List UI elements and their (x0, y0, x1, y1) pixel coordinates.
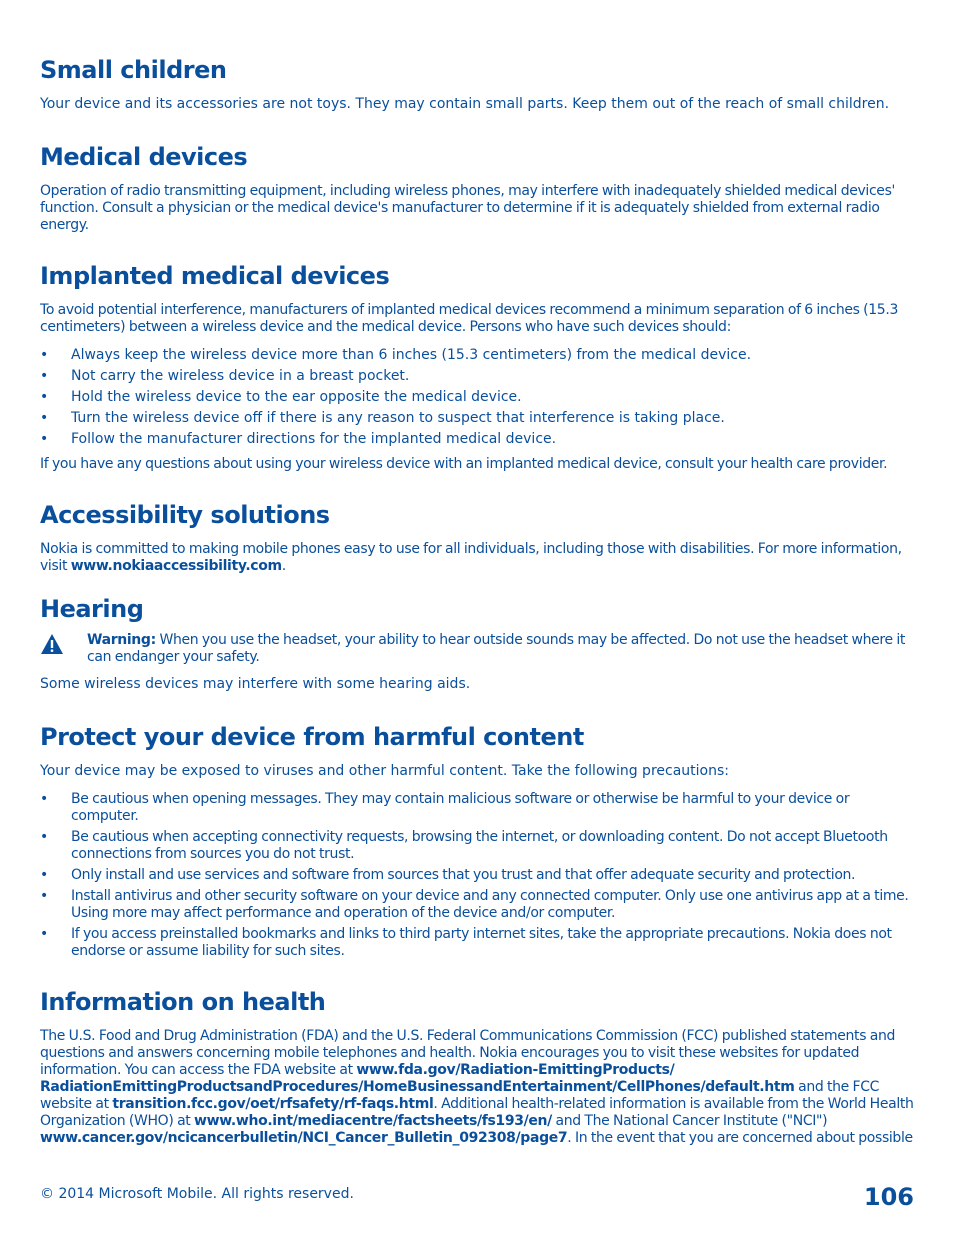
medical-devices-text: Operation of radio transmitting equipment, including wireless phones, may interfere with inadequately shielded medical devices' function. Consult a physician or the medical device's manufacturer to determine if it is adequately shielded from external radio energy. (40, 183, 896, 233)
nokia-accessibility-link[interactable]: www.nokiaaccessibility.com (70, 558, 282, 574)
list-item: • Install antivirus and other security software on your device and any connected computer. Only use one antivirus app at a time. Using more may affect performance and operation of the device and/or computer. (40, 888, 914, 922)
health-text-1: The U.S. Food and Drug Administration (FDA) and the U.S. Federal Communications Commission (FCC) published statements and questions and answers concerning mobile telephones and health. Nokia encourages you to visit these websites for updated information. You can access the FDA website at (40, 1028, 896, 1078)
footer-copyright: © 2014 Microsoft Mobile. All rights reserved. (40, 1186, 354, 1202)
list-item: • Only install and use services and software from sources that you trust and that offer adequate security and protection. (40, 867, 914, 884)
nci-link[interactable]: www.cancer.gov/ncicancerbulletin/NCI_Cancer_Bulletin_092308/page7 (40, 1130, 568, 1146)
implanted-intro: To avoid potential interference, manufacturers of implanted medical devices recommend a minimum separation of 6 inches (15.3 centimeters) between a wireless device and the medical device. Persons who have such devices should: (40, 302, 899, 335)
small-children-text: Your device and its accessories are not toys. They may contain small parts. Keep them out of the reach of small children. (40, 96, 890, 112)
accessibility-text (40, 541, 914, 575)
list-item: • Turn the wireless device off if there is any reason to suspect that interference is taking place. (40, 410, 914, 427)
protect-list (40, 791, 914, 960)
accessibility-text-before: Nokia is committed to making mobile phones easy to use for all individuals, including those with disabilities. For more information, visit (40, 541, 902, 574)
heading-information-on-health: Information on health (40, 988, 326, 1016)
warning-body: When you use the headset, your ability to hear outside sounds may be affected. Do not use the headset where it can endanger your safety. (87, 632, 906, 665)
health-text-3: . Additional health-related information is available from the World Health Organization (WHO) at (40, 1096, 914, 1129)
implanted-list (40, 347, 914, 448)
warning-triangle-icon (40, 632, 64, 656)
heading-implanted-medical-devices: Implanted medical devices (40, 262, 390, 290)
hearing-warning (40, 632, 914, 666)
list-item: • Not carry the wireless device in a breast pocket. (40, 368, 914, 385)
health-text-5: . In the event that you are concerned about possible (567, 1130, 913, 1146)
list-item: • Be cautious when accepting connectivity requests, browsing the internet, or downloading content. Do not accept Bluetooth connections from sources you do not trust. (40, 829, 914, 863)
document-page (40, 55, 914, 1147)
list-item: • Be cautious when opening messages. They may contain malicious software or otherwise be harmful to your device or computer. (40, 791, 914, 825)
heading-accessibility-solutions: Accessibility solutions (40, 501, 330, 529)
page-number: 106 (863, 1183, 914, 1211)
list-item: • Hold the wireless device to the ear opposite the medical device. (40, 389, 914, 406)
health-text-4: and The National Cancer Institute ("NCI") (551, 1113, 828, 1129)
health-text (40, 1028, 914, 1147)
protect-intro: Your device may be exposed to viruses and other harmful content. Take the following precautions: (40, 763, 729, 779)
heading-hearing: Hearing (40, 595, 144, 623)
fda-link[interactable]: www.fda.gov/Radiation-EmittingProducts/ RadiationEmittingProductsandProcedures/HomeBusinessandEntertainment/CellPhones/default.htm (40, 1062, 795, 1095)
warning-text (87, 632, 914, 666)
hearing-note: Some wireless devices may interfere with some hearing aids. (40, 676, 471, 692)
fcc-link[interactable]: transition.fcc.gov/oet/rfsafety/rf-faqs.html (112, 1096, 434, 1112)
heading-protect-device: Protect your device from harmful content (40, 723, 584, 751)
list-item: • If you access preinstalled bookmarks and links to third party internet sites, take the appropriate precautions. Nokia does not endorse or assume liability for such sites. (40, 926, 914, 960)
heading-small-children: Small children (40, 56, 227, 84)
implanted-outro: If you have any questions about using your wireless device with an implanted medical device, consult your health care provider. (40, 456, 888, 472)
who-link[interactable]: www.who.int/mediacentre/factsheets/fs193/en/ (194, 1113, 552, 1129)
list-item: • Follow the manufacturer directions for the implanted medical device. (40, 431, 914, 448)
accessibility-text-after: . (281, 558, 286, 574)
warning-label: Warning: (87, 632, 156, 648)
list-item: • Always keep the wireless device more than 6 inches (15.3 centimeters) from the medical device. (40, 347, 914, 364)
heading-medical-devices: Medical devices (40, 143, 248, 171)
health-text-2: and the FCC website at (40, 1079, 880, 1112)
